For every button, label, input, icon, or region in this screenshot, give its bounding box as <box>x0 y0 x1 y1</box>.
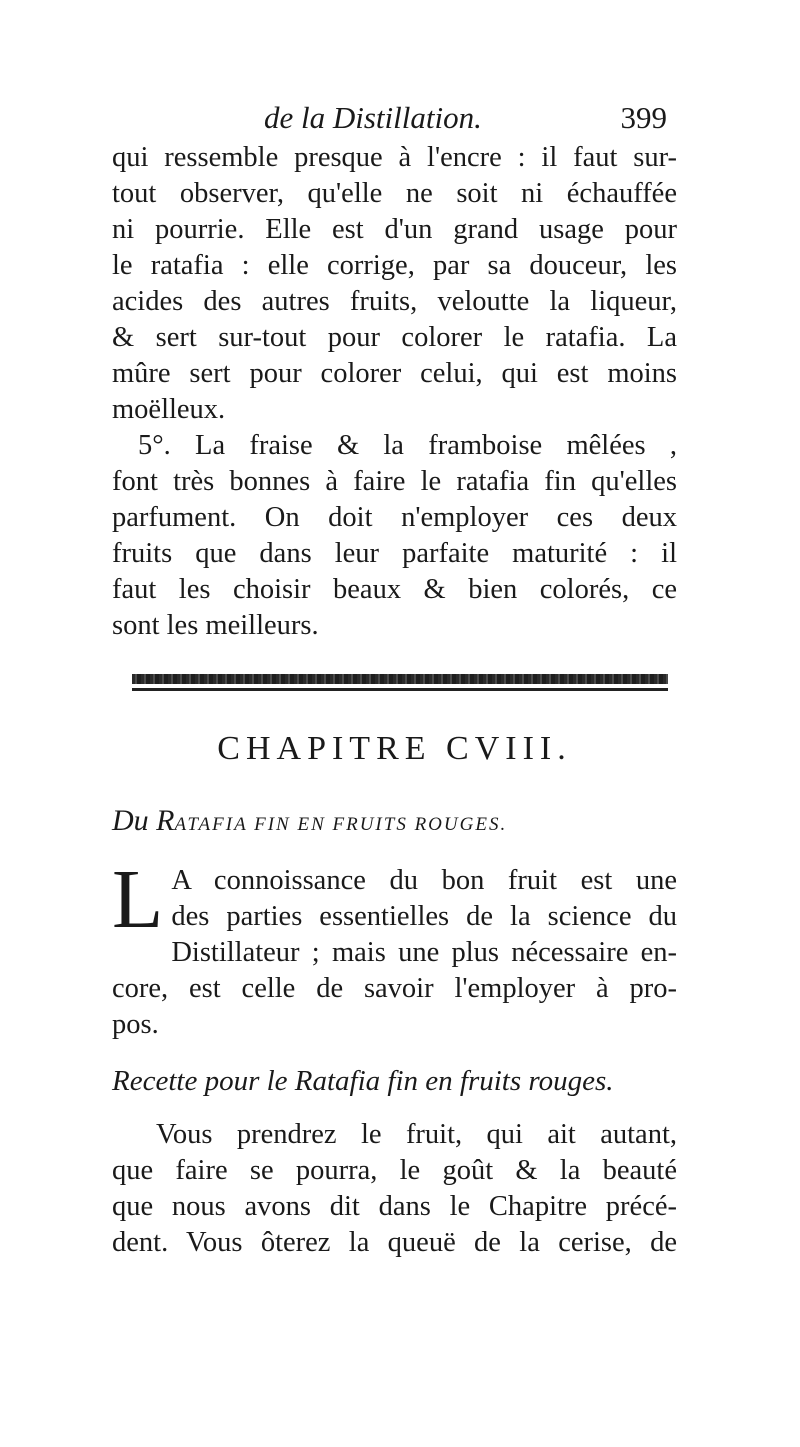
text-line: ni pourrie. Elle est d'un grand usage pour <box>112 214 677 245</box>
text-line: qui ressemble presque à l'encre : il faut sur- <box>112 142 677 173</box>
text-line: des parties essentielles de la science du <box>171 901 677 932</box>
text-line: parfument. On doit n'employer ces deux <box>112 502 677 533</box>
text-line: core, est celle de savoir l'employer à pro- <box>112 973 677 1004</box>
text-line: moëlleux. <box>112 394 226 425</box>
recipe-paragraph <box>112 1117 677 1261</box>
ornamental-rule <box>132 674 668 691</box>
text-line: font très bonnes à faire le ratafia fin qu'elles <box>112 466 677 497</box>
subtitle-r: R <box>156 804 175 837</box>
text-line: & sert sur-tout pour colorer le ratafia. La <box>112 322 677 353</box>
text-line: fruits que dans leur parfaite maturité : il <box>112 538 677 569</box>
intro-paragraph <box>112 853 677 1043</box>
text-line: 5°. La fraise & la framboise mêlées , <box>138 430 677 461</box>
text-line: faut les choisir beaux & bien colorés, ce <box>112 574 677 605</box>
rule-thin <box>132 688 668 691</box>
text-line: sont les meilleurs. <box>112 610 319 641</box>
subtitle-rest: ATAFIA FIN EN FRUITS ROUGES. <box>174 814 508 835</box>
text-line: tout observer, qu'elle ne soit ni échauffée <box>112 178 677 209</box>
text-line: mûre sert pour colorer celui, qui est moins <box>112 358 677 389</box>
item-5-paragraph <box>112 428 677 644</box>
text-line: que nous avons dit dans le Chapitre précé- <box>112 1191 677 1222</box>
rule-thick <box>132 674 668 684</box>
book-page <box>112 96 677 1261</box>
running-head <box>112 96 677 140</box>
text-line: le ratafia : elle corrige, par sa douceur, les <box>112 250 677 281</box>
text-line: acides des autres fruits, veloutte la liqueur, <box>112 286 677 317</box>
page-number: 399 <box>620 100 667 135</box>
text-line: pos. <box>112 1009 159 1040</box>
text-line: A connoissance du bon fruit est une <box>171 865 677 896</box>
subtitle-initial: Du <box>112 804 149 837</box>
running-head-title: de la Distillation. <box>264 100 482 135</box>
chapter-title: CHAPITRE CVIII. <box>217 730 572 767</box>
text-line: dent. Vous ôterez la queuë de la cerise, de <box>112 1227 677 1258</box>
text-line: Vous prendrez le fruit, qui ait autant, <box>156 1119 677 1150</box>
recipe-heading: Recette pour le Ratafia fin en fruits rouges. <box>112 1065 614 1097</box>
text-line: que faire se pourra, le goût & la beauté <box>112 1155 677 1186</box>
drop-cap: L <box>112 853 164 946</box>
continuation-paragraph <box>112 140 677 428</box>
chapter-subtitle <box>112 801 677 845</box>
text-line: Distillateur ; mais une plus nécessaire en- <box>171 937 677 968</box>
